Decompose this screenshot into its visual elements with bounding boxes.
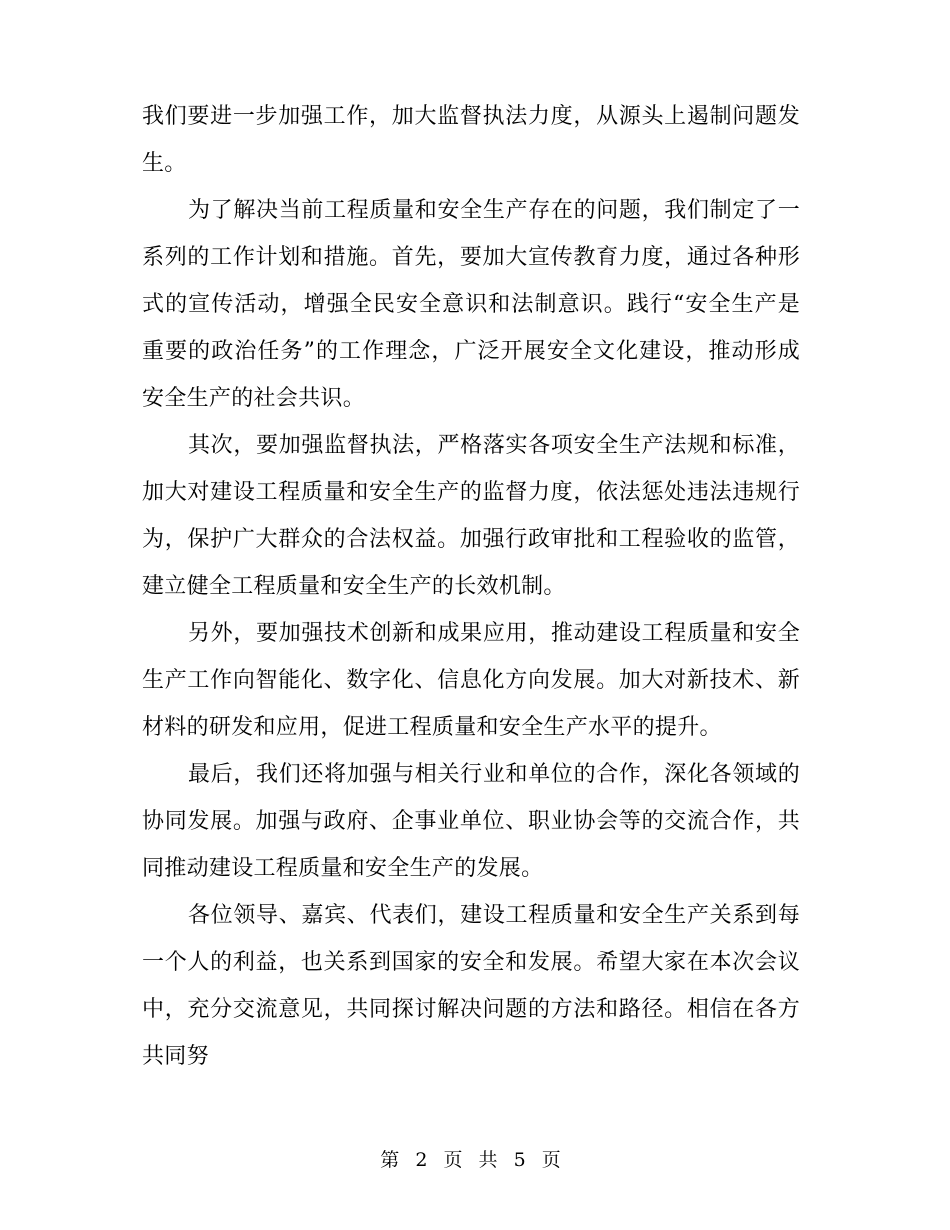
paragraph-2: 为了解决当前工程质量和安全生产存在的问题，我们制定了一系列的工作计划和措施。首先，要加大宣传教育力度，通过各种形式的宣传活动，增强全民安全意识和法制意识。践行“安全生产是重要的政治任务”的工作理念，广泛开展安全文化建设，推动形成安全生产的社会共识。 (142, 198, 800, 411)
paragraph-5: 最后，我们还将加强与相关行业和单位的合作，深化各领域的协同发展。加强与政府、企事业单位、职业协会等的交流合作，共同推动建设工程质量和安全生产的发展。 (142, 762, 800, 881)
footer-suffix: 页 (541, 1149, 562, 1171)
footer-total-pages: 5 (513, 1149, 527, 1171)
footer-total-word: 共 (478, 1149, 499, 1171)
paragraph-6: 各位领导、嘉宾、代表们，建设工程质量和安全生产关系到每一个人的利益，也关系到国家的安全和发展。希望大家在本次会议中，充分交流意见，共同探讨解决问题的方法和路径。相信在各方共同努 (142, 903, 800, 1069)
paragraph-4: 另外，要加强技术创新和成果应用，推动建设工程质量和安全生产工作向智能化、数字化、信息化方向发展。加大对新技术、新材料的研发和应用，促进工程质量和安全生产水平的提升。 (142, 621, 800, 740)
paragraph-1: 我们要进一步加强工作，加大监督执法力度，从源头上遏制问题发生。 (142, 104, 800, 176)
page-footer (0, 1146, 950, 1174)
paragraph-3: 其次，要加强监督执法，严格落实各项安全生产法规和标准，加大对建设工程质量和安全生产的监督力度，依法惩处违法违规行为，保护广大群众的合法权益。加强行政审批和工程验收的监管，建立健全工程质量和安全生产的长效机制。 (142, 433, 800, 599)
footer-page-word: 页 (443, 1149, 464, 1171)
footer-prefix: 第 (380, 1149, 401, 1171)
document-body (142, 93, 800, 1080)
footer-current-page: 2 (415, 1149, 429, 1171)
